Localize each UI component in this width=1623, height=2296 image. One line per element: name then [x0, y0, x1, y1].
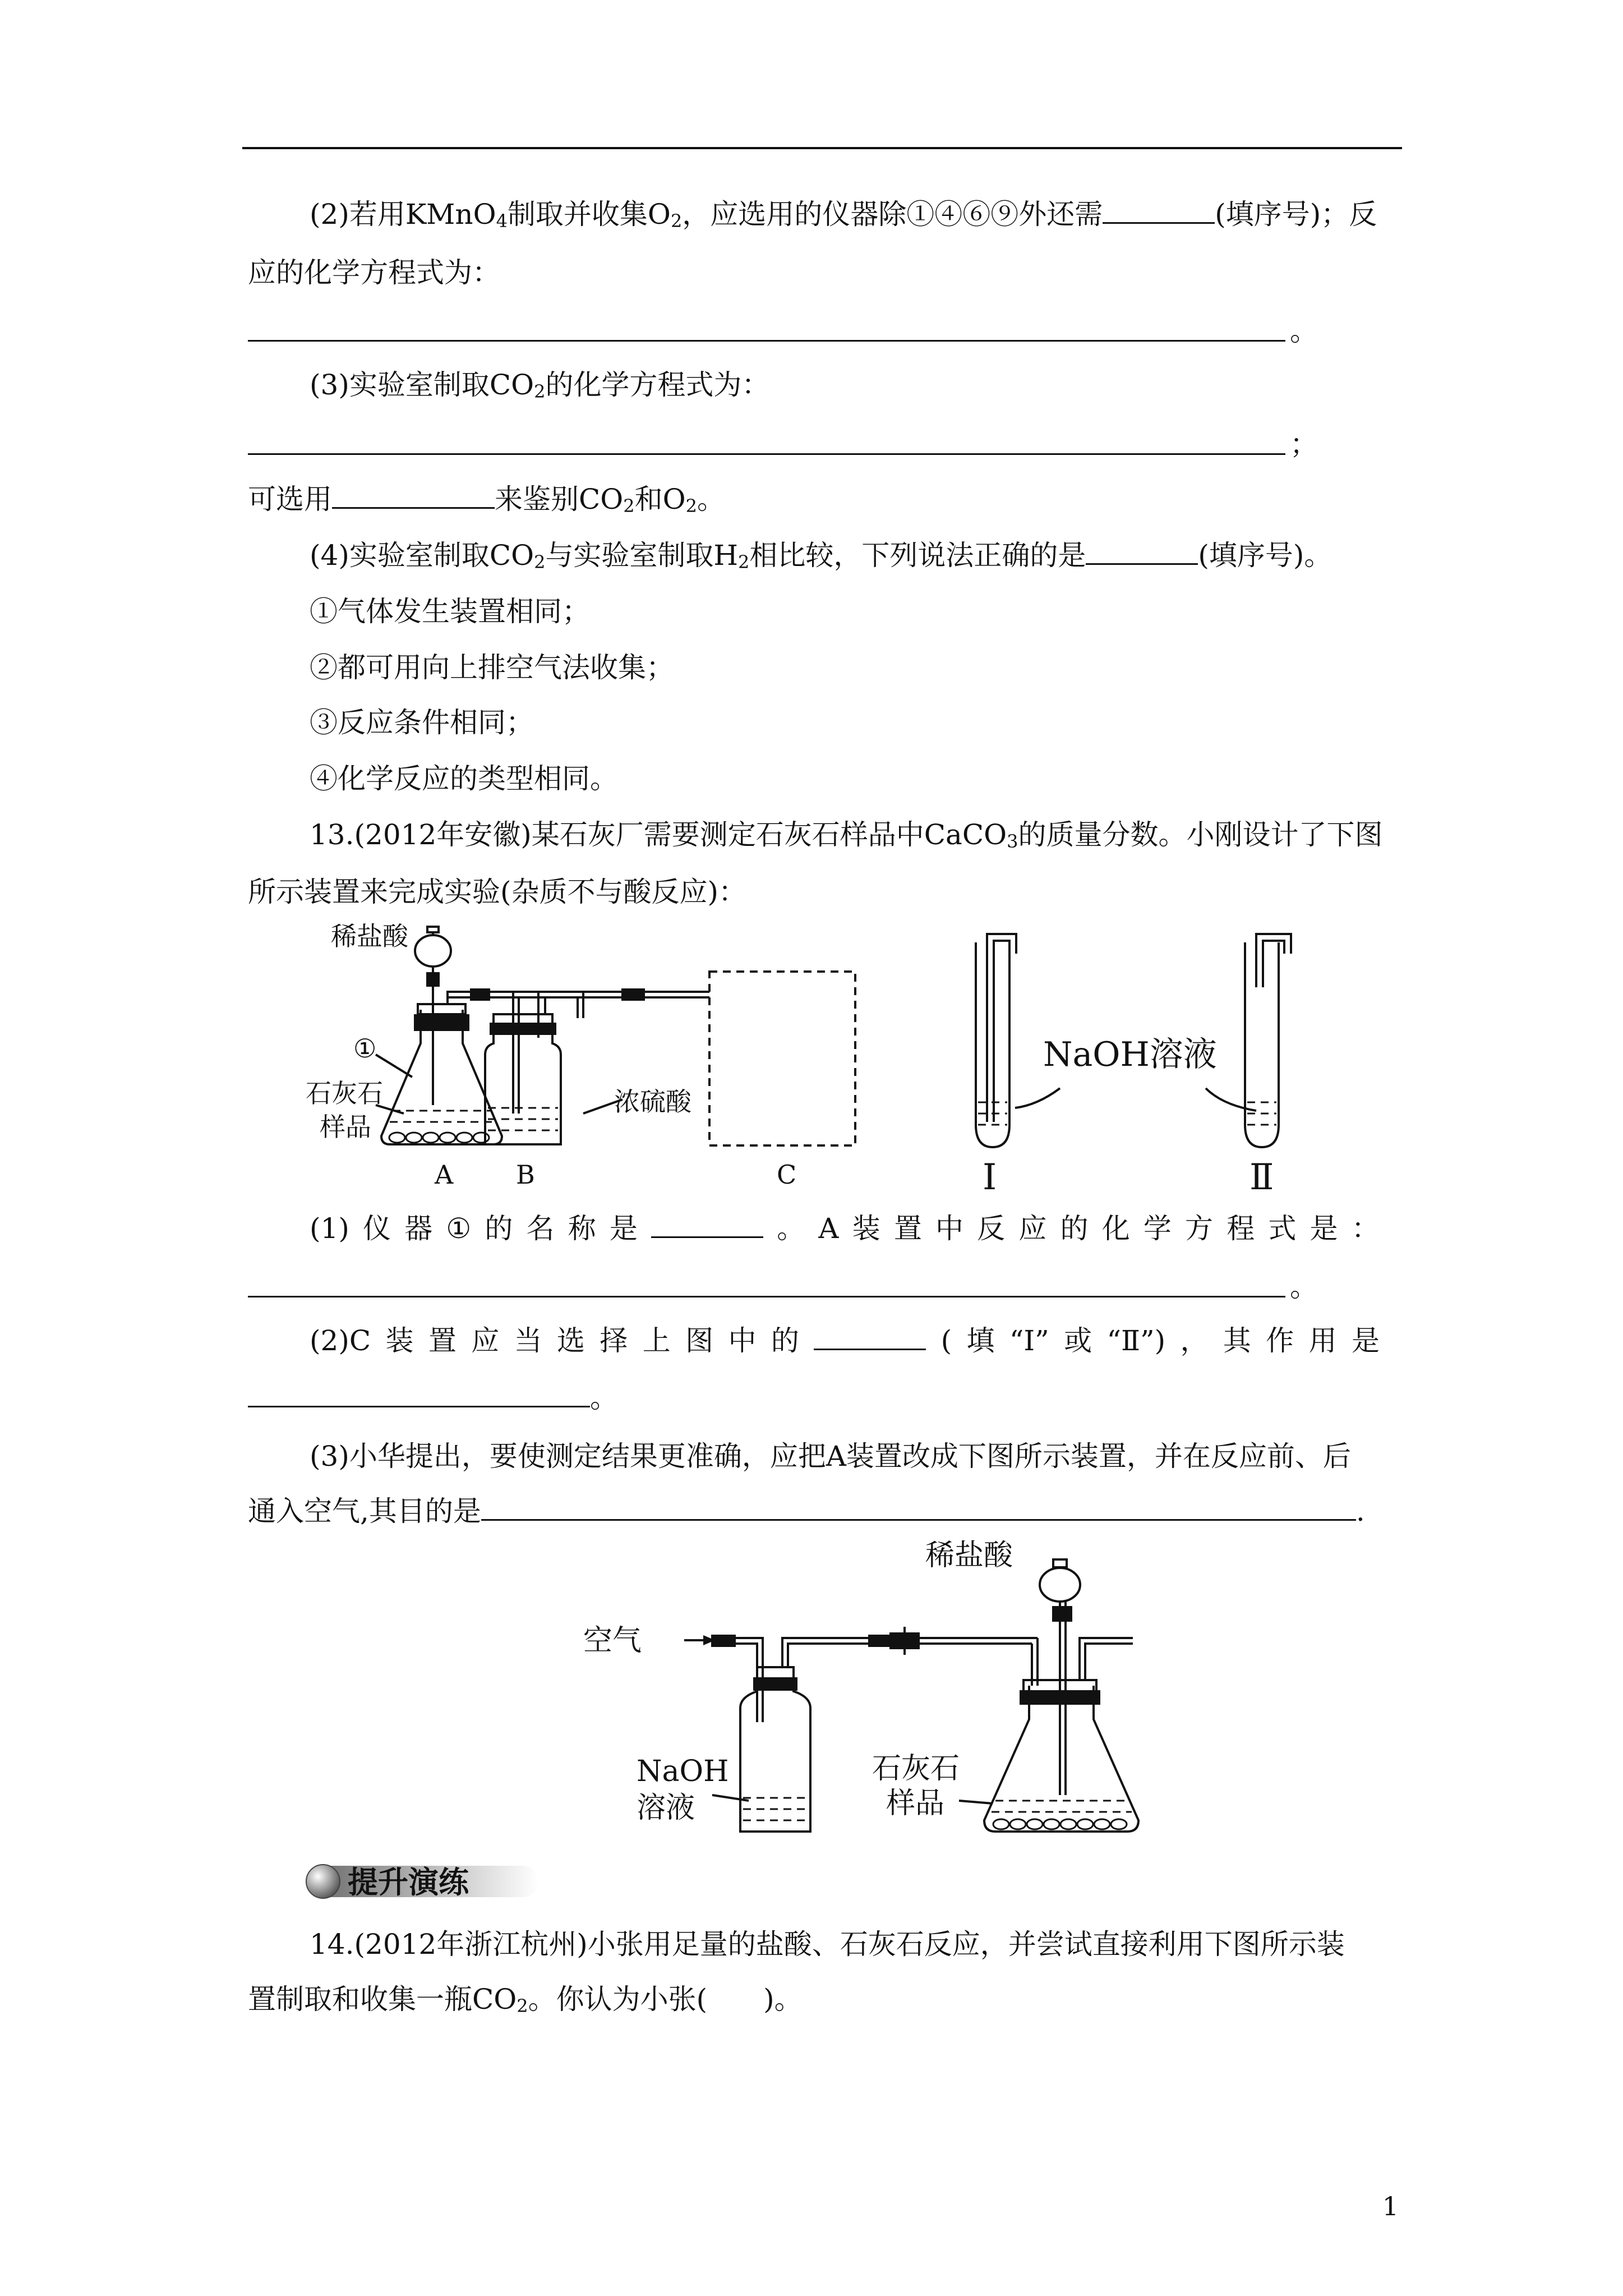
word: 名: [526, 1212, 555, 1245]
word: 图: [685, 1324, 714, 1357]
label-acid: 稀盐酸: [925, 1539, 1013, 1572]
apparatus-figure-2: [572, 1537, 1144, 1851]
label-h2so4: 浓硫酸: [614, 1087, 691, 1117]
period-mark: 。: [1290, 1271, 1318, 1303]
label-naoh-2: 溶液: [637, 1791, 695, 1825]
word: 中: [935, 1212, 963, 1245]
word: 应: [1018, 1212, 1047, 1245]
answer-line[interactable]: [248, 1296, 1285, 1297]
answer-blank[interactable]: [651, 1212, 763, 1238]
section-title: 提升演练: [348, 1864, 469, 1900]
label-sample-2: 样品: [320, 1112, 371, 1142]
word: 选: [556, 1324, 585, 1357]
word: 置: [893, 1212, 922, 1245]
label-sample-1: 石灰石: [306, 1078, 383, 1108]
answer-blank[interactable]: [814, 1324, 926, 1350]
word: 作: [1266, 1324, 1294, 1357]
answer-blank[interactable]: [481, 1494, 1356, 1521]
word: “Ⅱ”): [1106, 1324, 1166, 1357]
header-rule: [242, 147, 1402, 149]
word: 当: [514, 1324, 542, 1357]
word: 方: [1185, 1212, 1214, 1245]
word: 装: [385, 1324, 414, 1357]
label-acid: 稀盐酸: [331, 921, 408, 951]
q12-part3-line1: (3)实验室制取$CO_2$的化学方程式为：: [310, 369, 770, 402]
section-banner: [303, 1861, 538, 1902]
q13-intro-line1: 13.(2012年安徽)某石灰厂需要测定石灰石样品中CaCO$_3$的质量分数。小刚设计了下图: [310, 818, 1383, 852]
q14-line1: 14.(2012年浙江杭州)小张用足量的盐酸、石灰石反应，并尝试直接利用下图所示装: [310, 1928, 1345, 1961]
word: 器: [404, 1212, 433, 1245]
word: 其: [1223, 1324, 1251, 1357]
period-mark: 。: [1290, 315, 1318, 347]
word: 是: [1310, 1212, 1338, 1245]
word: 是: [609, 1212, 638, 1245]
word: 化: [1101, 1212, 1130, 1245]
q13-intro-line2: 所示装置来完成实验(杂质不与酸反应)：: [248, 876, 747, 908]
label-naoh: NaOH溶液: [1043, 1035, 1217, 1074]
option-3: ③反应条件相同；: [310, 706, 534, 739]
conical-flask-icon: [984, 1686, 1138, 1832]
word: A: [818, 1212, 839, 1245]
word: 或: [1064, 1324, 1092, 1357]
word: 反: [977, 1212, 1006, 1245]
word: ，: [1180, 1324, 1209, 1357]
label-B: B: [516, 1159, 535, 1190]
label-sample-2: 样品: [886, 1787, 945, 1820]
word: 装: [852, 1212, 880, 1245]
label-II: Ⅱ: [1249, 1157, 1274, 1198]
word: 填: [966, 1324, 995, 1357]
semicolon-mark: ；: [1290, 428, 1318, 461]
word: (1): [310, 1212, 349, 1245]
label-naoh-1: NaOH: [637, 1755, 729, 1788]
label-air: 空气: [583, 1624, 642, 1658]
q14-line2: 置制取和收集一瓶$CO_2$。你认为小张( )。: [248, 1983, 803, 2017]
q13-part2-line2: 。: [248, 1381, 618, 1415]
label-marker: ①: [353, 1033, 377, 1064]
word: 应: [471, 1324, 500, 1357]
word: ①: [446, 1212, 472, 1245]
word: 的: [771, 1324, 799, 1357]
q13-part3-line2: 通入空气,其目的是 .: [248, 1495, 1365, 1527]
q12-part3-line3: 可选用 来鉴别$CO_2$和$O_2$。: [248, 483, 725, 517]
word: 的: [1060, 1212, 1089, 1245]
word: 上: [642, 1324, 671, 1357]
word: 式: [1268, 1212, 1297, 1245]
label-C: C: [777, 1159, 797, 1190]
label-sample-1: 石灰石: [872, 1752, 960, 1786]
word: “Ⅰ”: [1009, 1324, 1049, 1357]
option-2: ②都可用向上排空气法收集；: [310, 651, 674, 684]
bullet-icon: [306, 1865, 340, 1898]
word: ：: [1351, 1212, 1380, 1245]
word: 用: [1308, 1324, 1337, 1357]
q12-part2-line1: (2)若用KMnO$_4$制取并收集$O_2$，应选用的仪器除①④⑥⑨外还需 (填序号)；反: [310, 198, 1377, 232]
page-number: 1: [1382, 2191, 1399, 2221]
answer-blank[interactable]: [332, 482, 495, 509]
word: (: [940, 1324, 952, 1357]
word: 择: [600, 1324, 628, 1357]
word: 。: [777, 1212, 805, 1245]
answer-blank[interactable]: [1086, 539, 1198, 565]
word: 学: [1143, 1212, 1172, 1245]
word: (2)C: [310, 1324, 371, 1357]
q13-part3-line1: (3)小华提出，要使测定结果更准确，应把A装置改成下图所示装置，并在反应前、后: [310, 1440, 1351, 1473]
q12-part4-line1: (4)实验室制取$CO_2$与实验室制取$H_2$相比较，下列说法正确的是 (填序号)。: [310, 539, 1332, 573]
label-I: Ⅰ: [983, 1157, 997, 1198]
word: 的: [485, 1212, 513, 1245]
word: 程: [1227, 1212, 1255, 1245]
answer-blank[interactable]: [248, 1381, 590, 1407]
label-A: A: [435, 1159, 454, 1190]
answer-blank[interactable]: [1103, 197, 1215, 224]
word: 称: [568, 1212, 596, 1245]
q13-part1-line1: [310, 1212, 1380, 1245]
word: 中: [728, 1324, 757, 1357]
word: 仪: [363, 1212, 391, 1245]
word: 是: [1351, 1324, 1380, 1357]
word: 置: [428, 1324, 457, 1357]
q13-part2-line1: [310, 1324, 1380, 1358]
answer-line[interactable]: [248, 340, 1285, 342]
answer-line[interactable]: [248, 453, 1285, 455]
apparatus-figure-1: [292, 920, 1335, 1200]
q12-part2-line2: 应的化学方程式为：: [248, 256, 500, 289]
wash-bottle-icon: [485, 1024, 561, 1144]
option-1: ①气体发生装置相同；: [310, 595, 590, 628]
option-4: ④化学反应的类型相同。: [310, 762, 618, 795]
